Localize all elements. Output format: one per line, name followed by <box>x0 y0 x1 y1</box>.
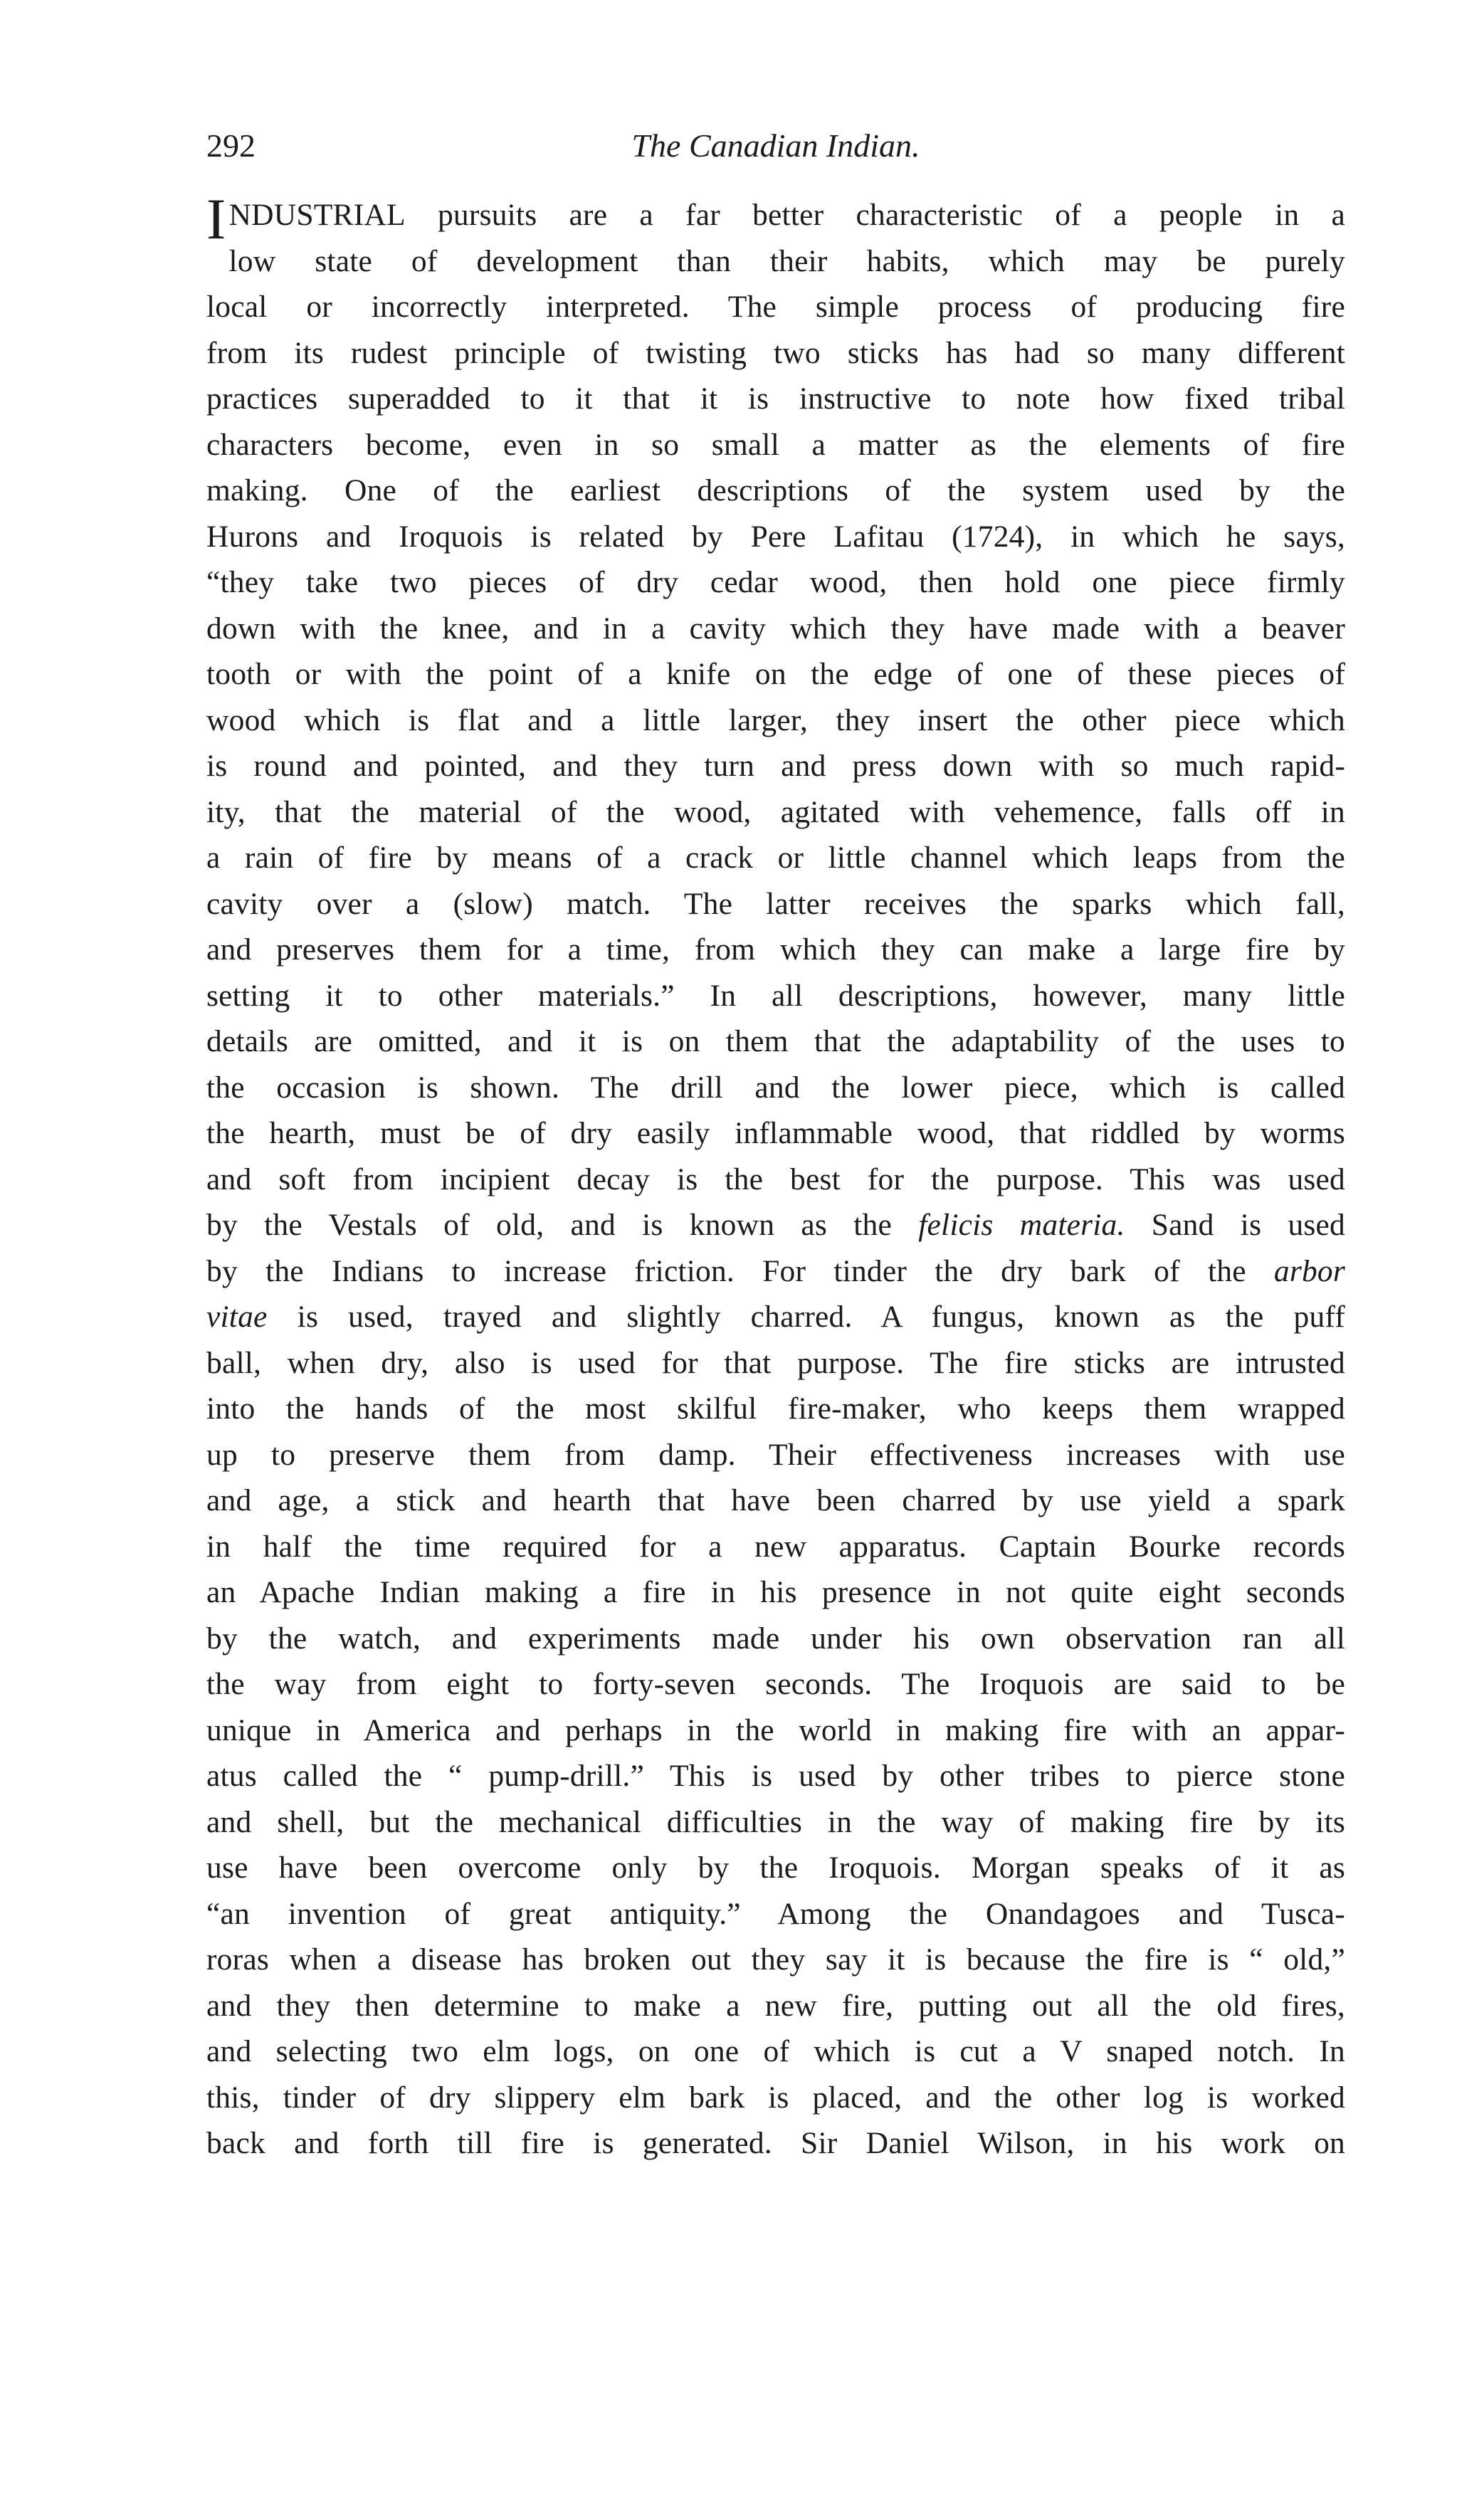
text-line: and preserves them for a time, from which they can make a large fire by <box>206 932 1345 967</box>
text-line: NDUSTRIAL pursuits are a far better characteristic of a people in a <box>228 198 1345 232</box>
text-line: roras when a disease has broken out they say it is because the fire is “ old,” <box>206 1942 1345 1977</box>
text-line: and selecting two elm logs, on one of which is cut a V snaped notch. In <box>206 2034 1345 2068</box>
text-line: a rain of fire by means of a crack or little channel which leaps from the <box>206 841 1345 875</box>
text-line: local or incorrectly interpreted. The simple process of producing fire <box>206 290 1345 324</box>
text-line: the hearth, must be of dry easily inflammable wood, that riddled by worms <box>206 1116 1345 1150</box>
body-text <box>206 186 1345 2167</box>
text-line: unique in America and perhaps in the world in making fire with an appar- <box>206 1712 1345 1747</box>
text-line: vitae is used, trayed and slightly charred. A fungus, known as the puff <box>206 1300 1345 1334</box>
text-line: ball, when dry, also is used for that purpose. The fire sticks are intrusted <box>206 1345 1345 1380</box>
italic-term: vitae <box>206 1300 268 1334</box>
text-line: “they take two pieces of dry cedar wood, then hold one piece firmly <box>206 565 1345 599</box>
text-line: Hurons and Iroquois is related by Pere Lafitau (1724), in which he says, <box>206 519 1345 554</box>
page-number: 292 <box>206 127 256 164</box>
text-line: and age, a stick and hearth that have been charred by use yield a spark <box>206 1483 1345 1517</box>
text-line: atus called the “ pump-drill.” This is used by other tribes to pierce stone <box>206 1759 1345 1793</box>
text-line: cavity over a (slow) match. The latter receives the sparks which fall, <box>206 886 1345 921</box>
text-line: an Apache Indian making a fire in his presence in not quite eight seconds <box>206 1575 1345 1609</box>
text-line: down with the knee, and in a cavity which they have made with a beaver <box>206 611 1345 646</box>
text-line: the occasion is shown. The drill and the lower piece, which is called <box>206 1070 1345 1105</box>
text-line: tooth or with the point of a knife on the edge of one of these pieces of <box>206 657 1345 691</box>
running-title: The Canadian Indian. <box>631 127 920 164</box>
text-line: practices superadded to it that it is instructive to note how fixed tribal <box>206 382 1345 416</box>
book-page <box>206 121 1345 2160</box>
text-line: by the watch, and experiments made under his own observation ran all <box>206 1621 1345 1656</box>
text-line: making. One of the earliest descriptions of the system used by the <box>206 473 1345 507</box>
text-line: and they then determine to make a new fire, putting out all the old fires, <box>206 1988 1345 2023</box>
text-line: the way from eight to forty-seven seconds. The Iroquois are said to be <box>206 1667 1345 1701</box>
text-line: up to preserve them from damp. Their effectiveness increases with use <box>206 1437 1345 1472</box>
text-line: and shell, but the mechanical difficulties in the way of making fire by its <box>206 1804 1345 1839</box>
text-line: characters become, even in so small a matter as the elements of fire <box>206 427 1345 462</box>
drop-cap: I <box>206 186 226 251</box>
text-line: “an invention of great antiquity.” Among the Onandagoes and Tusca- <box>206 1896 1345 1931</box>
text-line: back and forth till fire is generated. Sir Daniel Wilson, in his work on <box>206 2126 1345 2160</box>
text-line: and soft from incipient decay is the best for the purpose. This was used <box>206 1162 1345 1196</box>
text-line: by the Vestals of old, and is known as the felicis materia. Sand is used <box>206 1208 1345 1242</box>
text-line: ity, that the material of the wood, agitated with vehemence, falls off in <box>206 794 1345 829</box>
text-line: details are omitted, and it is on them that the adaptability of the uses to <box>206 1024 1345 1058</box>
first-word: NDUSTRIAL <box>228 198 406 232</box>
page-header <box>206 121 1345 171</box>
text-line: wood which is flat and a little larger, they insert the other piece which <box>206 703 1345 737</box>
text-line: this, tinder of dry slippery elm bark is placed, and the other log is worked <box>206 2080 1345 2115</box>
text-line: setting it to other materials.” In all descriptions, however, many little <box>206 978 1345 1013</box>
text-line: is round and pointed, and they turn and press down with so much rapid- <box>206 749 1345 783</box>
text-line: low state of development than their habits, which may be purely <box>228 243 1345 278</box>
italic-term: arbor <box>1273 1253 1345 1288</box>
text-line: from its rudest principle of twisting two sticks has had so many different <box>206 335 1345 370</box>
text-line: into the hands of the most skilful fire-maker, who keeps them wrapped <box>206 1391 1345 1426</box>
italic-term: felicis materia. <box>918 1208 1125 1242</box>
text-line: use have been overcome only by the Iroquois. Morgan speaks of it as <box>206 1851 1345 1885</box>
text-line: by the Indians to increase friction. For tinder the dry bark of the arbor <box>206 1253 1345 1288</box>
text-line: in half the time required for a new apparatus. Captain Bourke records <box>206 1529 1345 1564</box>
